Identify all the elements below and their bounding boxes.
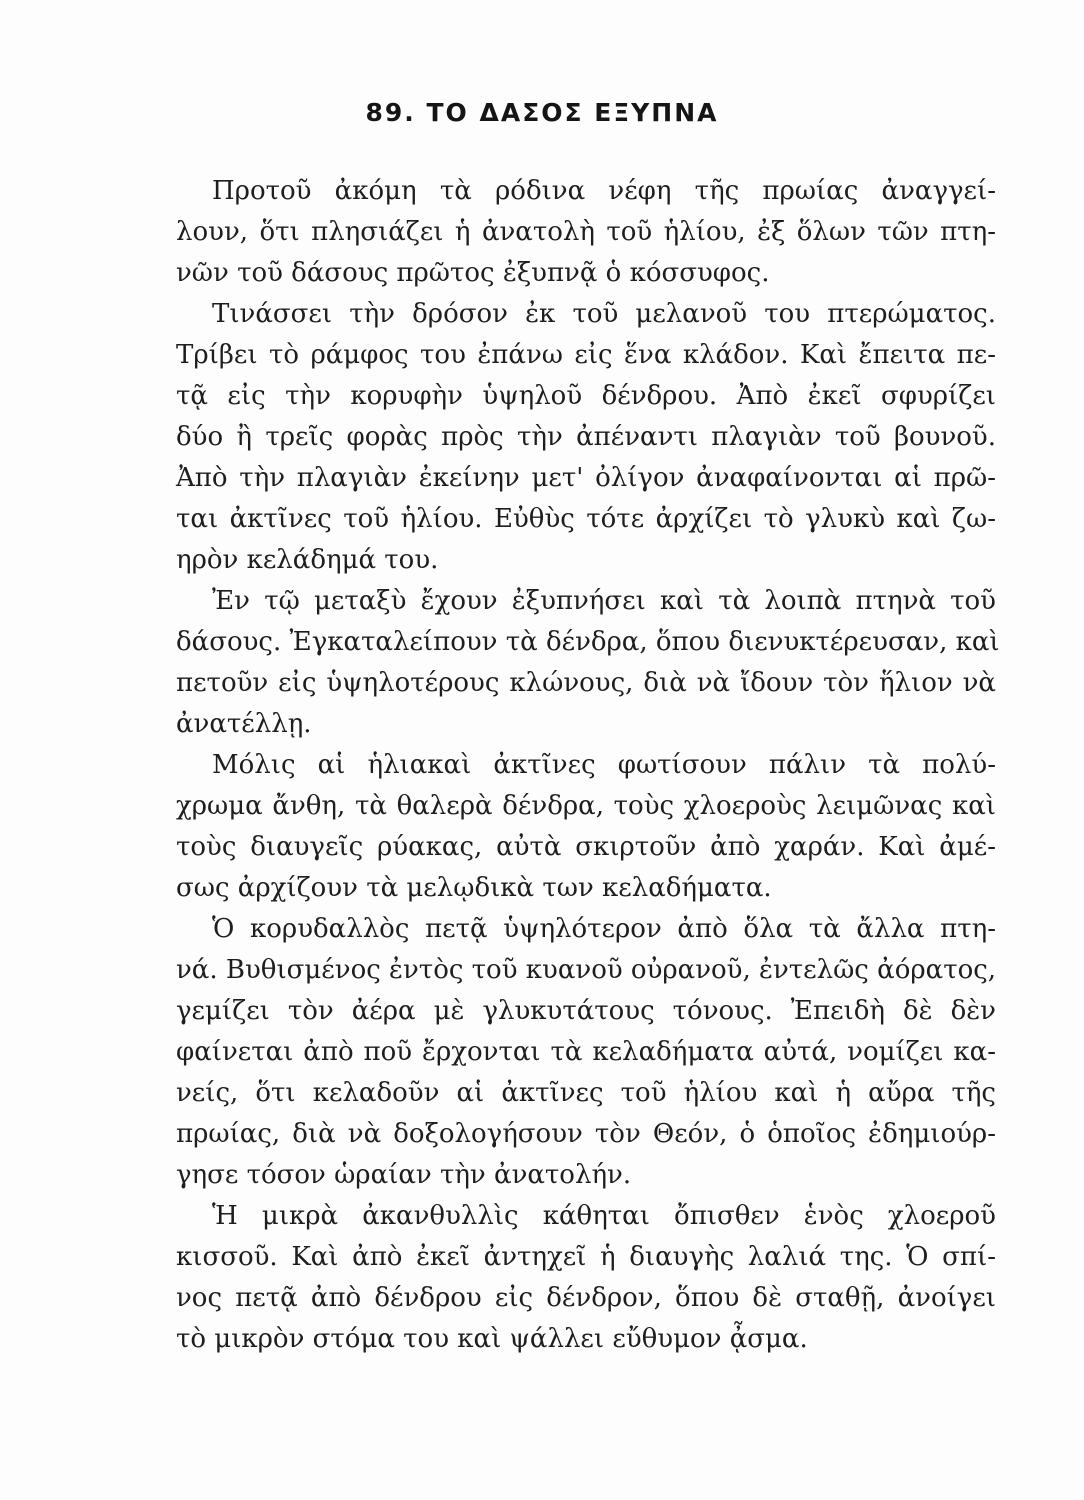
text-line: φαίνεται ἀπὸ ποῦ ἔρχονται τὰ κελαδήματα αὐτά, νομίζει κα-: [176, 1037, 996, 1067]
text-line: νος πετᾷ ἀπὸ δένδρου εἰς δένδρον, ὅπου δὲ σταθῇ, ἀνοίγει: [176, 1283, 996, 1313]
text-line: τᾷ εἰς τὴν κορυφὴν ὑψηλοῦ δένδρου. Ἀπὸ ἐκεῖ σφυρίζει: [176, 381, 996, 411]
text-line: γησε τόσον ὡραίαν τὴν ἀνατολήν.: [176, 1160, 632, 1190]
text-line: κισσοῦ. Καὶ ἀπὸ ἐκεῖ ἀντηχεῖ ἡ διαυγὴς λαλιά της. Ὁ σπί-: [176, 1242, 996, 1272]
text-line: νά. Βυθισμένος ἐντὸς τοῦ κυανοῦ οὐρανοῦ, ἐντελῶς ἀόρατος,: [176, 955, 997, 985]
text-line: Μόλις αἱ ἡλιακαὶ ἀκτῖνες φωτίσουν πάλιν τὰ πολύ-: [212, 750, 996, 780]
text-line: πρωίας, διὰ νὰ δοξολογήσουν τὸν Θεόν, ὁ ὁποῖος ἐδημιούρ-: [176, 1119, 996, 1149]
text-line: σως ἀρχίζουν τὰ μελῳδικὰ των κελαδήματα.: [176, 873, 772, 903]
chapter-title: 89. ΤΟ ΔΑΣΟΣ ΕΞΥΠΝΑ: [365, 98, 719, 127]
text-line: Ὁ κορυδαλλὸς πετᾷ ὑψηλότερον ἀπὸ ὅλα τὰ ἄλλα πτη-: [212, 914, 996, 944]
text-line: Ἡ μικρὰ ἀκανθυλλὶς κάθηται ὄπισθεν ἑνὸς χλοεροῦ: [212, 1201, 996, 1231]
text-line: Τινάσσει τὴν δρόσον ἐκ τοῦ μελανοῦ του πτερώματος.: [212, 299, 996, 329]
text-line: Προτοῦ ἀκόμη τὰ ρόδινα νέφη τῆς πρωίας ἀναγγεί-: [212, 176, 996, 206]
text-line: νῶν τοῦ δάσους πρῶτος ἐξυπνᾷ ὁ κόσσυφος.: [176, 258, 770, 288]
text-line: λουν, ὅτι πλησιάζει ἡ ἀνατολὴ τοῦ ἡλίου, ἐξ ὅλων τῶν πτη-: [176, 217, 996, 247]
text-line: ἀνατέλλῃ.: [176, 709, 312, 739]
text-line: ηρὸν κελάδημά του.: [176, 545, 439, 575]
text-line: τοὺς διαυγεῖς ρύακας, αὐτὰ σκιρτοῦν ἀπὸ χαράν. Καὶ ἀμέ-: [176, 832, 996, 862]
text-line: χρωμα ἄνθη, τὰ θαλερὰ δένδρα, τοὺς χλοεροὺς λειμῶνας καὶ: [176, 791, 996, 821]
text-line: πετοῦν εἰς ὑψηλοτέρους κλώνους, διὰ νὰ ἴδουν τὸν ἥλιον νὰ: [176, 668, 996, 698]
text-line: τὸ μικρὸν στόμα του καὶ ψάλλει εὔθυμον ᾆσμα.: [176, 1324, 808, 1354]
text-line: δάσους. Ἐγκαταλείπουν τὰ δένδρα, ὅπου διενυκτέρευσαν, καὶ: [176, 627, 1000, 657]
text-line: Ἀπὸ τὴν πλαγιὰν ἐκείνην μετ' ὀλίγον ἀναφαίνονται αἱ πρῶ-: [176, 463, 996, 493]
text-line: γεμίζει τὸν ἀέρα μὲ γλυκυτάτους τόνους. Ἐπειδὴ δὲ δὲν: [176, 996, 996, 1026]
text-line: Ἐν τῷ μεταξὺ ἔχουν ἐξυπνήσει καὶ τὰ λοιπὰ πτηνὰ τοῦ: [212, 586, 996, 616]
text-line: ται ἀκτῖνες τοῦ ἡλίου. Εὐθὺς τότε ἀρχίζει τὸ γλυκὺ καὶ ζω-: [176, 504, 996, 534]
text-line: δύο ἢ τρεῖς φορὰς πρὸς τὴν ἀπέναντι πλαγιὰν τοῦ βουνοῦ.: [176, 422, 996, 452]
text-line: Τρίβει τὸ ράμφος του ἐπάνω εἰς ἕνα κλάδον. Καὶ ἔπειτα πε-: [176, 340, 996, 370]
text-line: νείς, ὅτι κελαδοῦν αἱ ἀκτῖνες τοῦ ἡλίου καὶ ἡ αὔρα τῆς: [176, 1078, 996, 1108]
